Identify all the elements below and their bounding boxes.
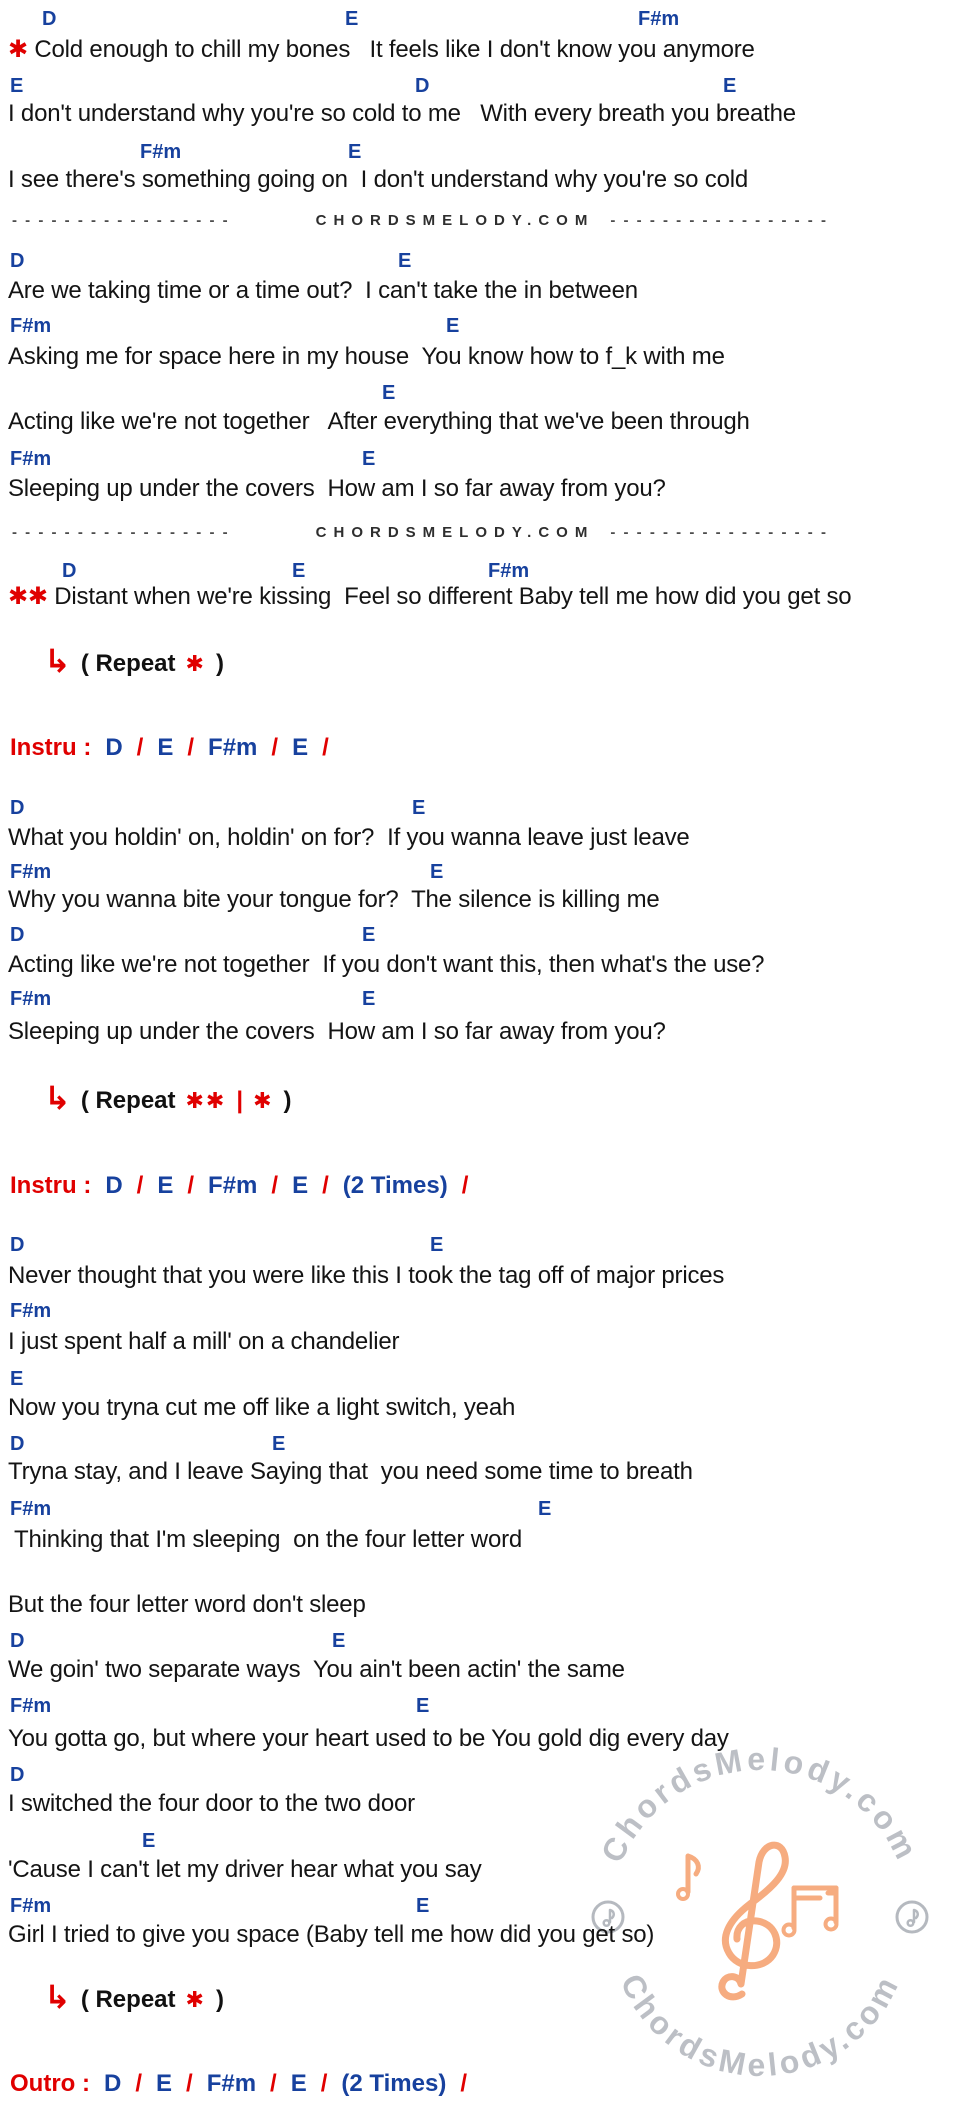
section-chord: D [105, 1172, 123, 1199]
chord-label: E [348, 141, 362, 163]
section-slash: / [186, 2070, 193, 2097]
lyric-line [0, 1262, 980, 1291]
repeat-line [0, 1979, 980, 2016]
repeat-open-text: ( Repeat [80, 1986, 176, 2013]
chord-line [0, 861, 980, 887]
chord-line [0, 988, 980, 1014]
repeat-line [0, 1080, 980, 1117]
lyric-line [0, 475, 980, 504]
section-line [0, 2070, 980, 2098]
chord-line [0, 382, 980, 408]
section-slash: / [135, 2070, 142, 2097]
lyric-marker: ✱ [8, 36, 35, 63]
chord-label: F#m [10, 1695, 52, 1717]
chord-line [0, 797, 980, 823]
section-times: (2 Times) [342, 1172, 448, 1199]
lyric-line [0, 277, 980, 306]
lyric-text: I just spent half a mill' on a chandelier [8, 1328, 400, 1355]
lyric-line [0, 951, 980, 980]
chord-label: E [362, 448, 376, 470]
separator-dashes-right: - - - - - - - - - - - - - - - - - [610, 524, 828, 541]
chord-label: D [10, 1764, 25, 1786]
lyric-text: Why you wanna bite your tongue for? The silence is killing me [8, 886, 660, 913]
lyric-text: Girl I tried to give you space (Baby tell me how did you get so) [8, 1921, 655, 1948]
lyric-line [0, 1394, 980, 1423]
chord-label: D [10, 1433, 25, 1455]
repeat-close-text: ) [283, 1087, 292, 1114]
section-chord: E [292, 734, 309, 761]
chord-label: E [416, 1695, 430, 1717]
watermark-text-bottom: ChordsMelody.com [613, 1967, 907, 2084]
chord-label: F#m [638, 8, 680, 30]
lyric-line [0, 1656, 980, 1685]
section-times: (2 Times) [341, 2070, 447, 2097]
section-line [0, 1172, 980, 1200]
lyric-text: Tryna stay, and I leave Saying that you need some time to breath [8, 1458, 693, 1485]
section-slash: / [461, 1172, 469, 1199]
section-chord: D [105, 734, 123, 761]
chord-line [0, 1764, 980, 1790]
chord-label: D [10, 924, 25, 946]
chord-label: E [10, 75, 24, 97]
section-slash: / [271, 1172, 279, 1199]
section-chord: D [103, 2070, 122, 2097]
section-slash: / [322, 734, 329, 761]
watermark-text-top: ChordsMelody.com [593, 1740, 927, 1868]
repeat-open-text: ( Repeat [80, 650, 176, 677]
lyric-text: Now you tryna cut me off like a light switch, yeah [8, 1394, 516, 1421]
lyric-text: Acting like we're not together After everything that we've been through [8, 408, 750, 435]
chord-line [0, 1368, 980, 1394]
lyric-line [0, 1328, 980, 1357]
lyric-text: Are we taking time or a time out? I can't take the in between [8, 277, 638, 304]
section-slash: / [271, 734, 279, 761]
chord-label: D [415, 75, 430, 97]
repeat-arrow-icon: ↳ [44, 1080, 71, 1116]
lyric-text: I switched the four door to the two door [8, 1790, 415, 1817]
chord-label: D [10, 250, 25, 272]
section-label: Instru : [10, 734, 92, 761]
chord-label: D [10, 1234, 25, 1256]
chord-line [0, 250, 980, 276]
chord-label: E [332, 1630, 346, 1652]
lyric-line [0, 1458, 980, 1487]
chord-line [0, 1234, 980, 1260]
lyric-line [0, 166, 980, 195]
chord-label: F#m [10, 448, 52, 470]
chord-line [0, 315, 980, 341]
section-slash: / [320, 2070, 328, 2097]
chord-line [0, 1695, 980, 1721]
chord-label: E [382, 382, 396, 404]
chord-label: E [142, 1830, 156, 1852]
lyric-text: Acting like we're not together If you don't want this, then what's the use? [8, 951, 765, 978]
lyric-text: Asking me for space here in my house You know how to f_k with me [8, 343, 725, 370]
repeat-marker: ✱ [185, 1987, 206, 2012]
section-line [0, 734, 980, 762]
lyric-text: What you holdin' on, holdin' on for? If you wanna leave just leave [8, 824, 690, 851]
chord-label: D [62, 560, 77, 582]
lyric-text: Sleeping up under the covers How am I so far away from you? [8, 1018, 666, 1045]
lyric-text: Thinking that I'm sleeping on the four letter word [8, 1526, 523, 1553]
chord-label: E [430, 861, 444, 883]
section-slash: / [187, 734, 195, 761]
section-chord: E [157, 734, 174, 761]
section-chord: F#m [206, 2070, 257, 2097]
lyric-line [0, 1790, 980, 1819]
lyric-text: Sleeping up under the covers How am I so far away from you? [8, 475, 666, 502]
section-slash: / [270, 2070, 277, 2097]
lyric-line [0, 1725, 980, 1754]
chord-line [0, 141, 980, 167]
separator-dashes-left: - - - - - - - - - - - - - - - - - [12, 524, 230, 541]
chord-label: E [362, 924, 376, 946]
chord-label: F#m [10, 1498, 52, 1520]
section-chord: E [292, 1172, 309, 1199]
repeat-marker: ✱ [185, 651, 206, 676]
section-label: Instru : [10, 1172, 92, 1199]
chord-label: E [412, 797, 426, 819]
lyric-line [0, 583, 980, 612]
lyric-line [0, 824, 980, 853]
chord-label: E [538, 1498, 552, 1520]
separator [0, 524, 910, 541]
chord-label: E [430, 1234, 444, 1256]
separator-dashes-right: - - - - - - - - - - - - - - - - - [610, 212, 828, 229]
section-label: Outro : [10, 2070, 90, 2097]
lyric-line [0, 100, 980, 129]
chord-label: D [10, 1630, 25, 1652]
chord-label: E [416, 1895, 430, 1917]
lyric-line [0, 1591, 980, 1620]
lyric-line [0, 1526, 980, 1555]
section-chord: F#m [208, 1172, 258, 1199]
chord-label: F#m [488, 560, 530, 582]
chord-line [0, 1300, 980, 1326]
chord-label: F#m [140, 141, 182, 163]
chord-label: E [272, 1433, 286, 1455]
chord-label: E [10, 1368, 24, 1390]
lyric-text: We goin' two separate ways You ain't been actin' the same [8, 1656, 625, 1683]
section-chord: E [290, 2070, 307, 2097]
chord-line [0, 8, 980, 34]
chord-line [0, 1433, 980, 1459]
repeat-marker: ✱✱ [185, 1088, 227, 1113]
lyric-line [0, 1856, 980, 1885]
lyric-text: You gotta go, but where your heart used to be You gold dig every day [8, 1725, 729, 1752]
section-slash: / [136, 1172, 144, 1199]
section-chord: E [157, 1172, 174, 1199]
chord-label: F#m [10, 315, 52, 337]
section-slash: / [187, 1172, 195, 1199]
lyric-text: But the four letter word don't sleep [8, 1591, 366, 1618]
lyric-text: I don't understand why you're so cold to me With every breath you breathe [8, 100, 796, 127]
chord-line [0, 1895, 980, 1921]
repeat-bar-separator: | [236, 1087, 244, 1114]
lyric-line [0, 1018, 980, 1047]
chord-line [0, 448, 980, 474]
lyric-line [0, 1921, 980, 1950]
separator-dashes-left: - - - - - - - - - - - - - - - - - [12, 212, 230, 229]
chord-label: E [398, 250, 412, 272]
lyric-text: 'Cause I can't let my driver hear what you say [8, 1856, 482, 1883]
section-slash: / [460, 2070, 468, 2097]
chord-label: E [345, 8, 359, 30]
lyric-marker: ✱✱ [8, 583, 55, 610]
repeat-close-text: ) [215, 1986, 224, 2013]
section-chord: E [156, 2070, 173, 2097]
chord-label: D [10, 797, 25, 819]
repeat-open-text: ( Repeat [80, 1087, 176, 1114]
repeat-close-text: ) [215, 650, 224, 677]
lyric-text: Distant when we're kissing Feel so different Baby tell me how did you get so [54, 583, 852, 610]
chord-label: F#m [10, 1895, 52, 1917]
repeat-arrow-icon: ↳ [44, 1979, 71, 2015]
separator-site-label: CHORDSMELODY.COM [315, 524, 595, 541]
chord-label: E [292, 560, 306, 582]
chord-line [0, 1830, 980, 1856]
lyric-line [0, 886, 980, 915]
chord-label: E [723, 75, 737, 97]
chord-label: E [446, 315, 460, 337]
chord-label: F#m [10, 1300, 52, 1322]
repeat-marker: ✱ [253, 1088, 274, 1113]
section-slash: / [322, 1172, 329, 1199]
lyric-line [0, 343, 980, 372]
section-slash: / [136, 734, 144, 761]
section-chord: F#m [208, 734, 258, 761]
repeat-line [0, 643, 980, 680]
lyric-text: Never thought that you were like this I took the tag off of major prices [8, 1262, 725, 1289]
chord-line [0, 924, 980, 950]
separator [0, 212, 910, 229]
chord-line [0, 75, 980, 101]
chord-label: F#m [10, 988, 52, 1010]
lyric-line [0, 36, 980, 65]
chord-label: D [42, 8, 57, 30]
lyric-text: I see there's something going on I don't understand why you're so cold [8, 166, 749, 193]
chord-label: F#m [10, 861, 52, 883]
chord-label: E [362, 988, 376, 1010]
lyric-line [0, 408, 980, 437]
chord-line [0, 1630, 980, 1656]
repeat-arrow-icon: ↳ [44, 643, 71, 679]
lyric-text: Cold enough to chill my bones It feels like I don't know you anymore [34, 36, 755, 63]
chord-line [0, 1498, 980, 1524]
separator-site-label: CHORDSMELODY.COM [315, 212, 595, 229]
